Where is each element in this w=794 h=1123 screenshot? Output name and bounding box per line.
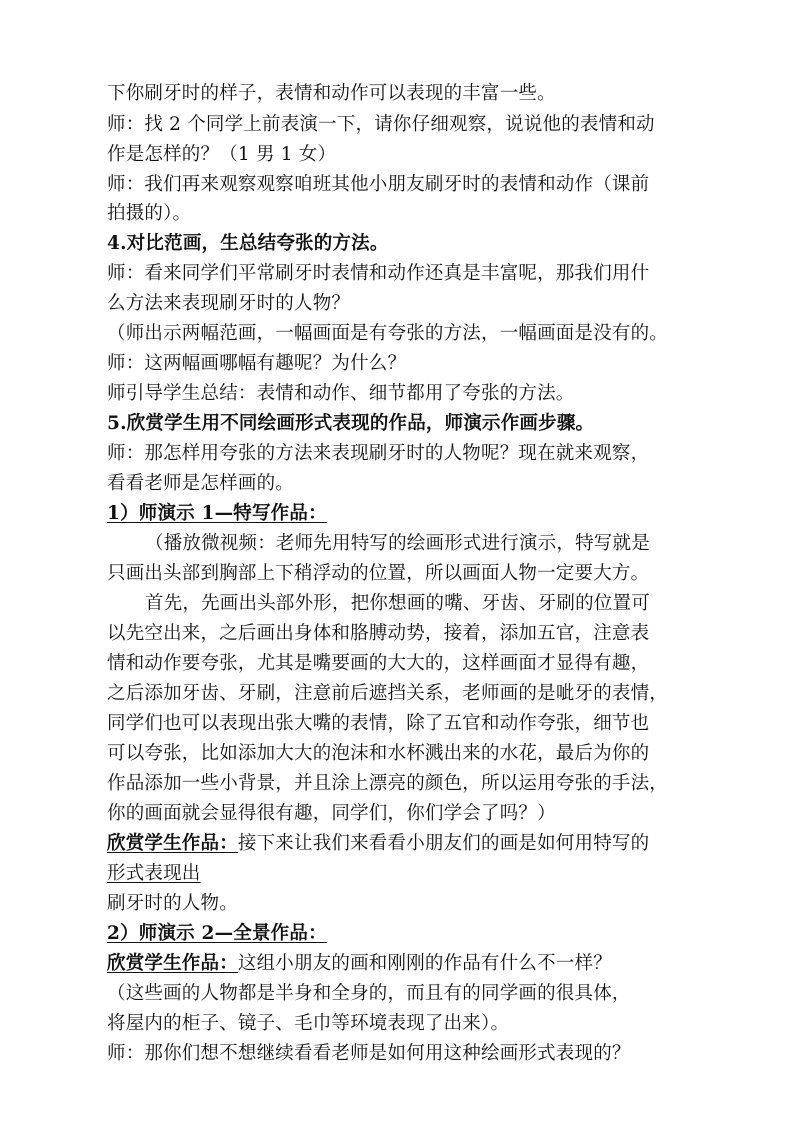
text-line: 师引导学生总结：表情和动作、细节都用了夸张的方法。 [107, 383, 575, 404]
text-line: 刷牙时的人物。 [107, 893, 238, 914]
text-line: 师：看来同学们平常刷牙时表情和动作还真是丰富呢，那我们用什 [107, 263, 650, 284]
text-line: 师：那你们想不想继续看看老师是如何用这种绘画形式表现的？ [107, 1043, 631, 1064]
text-line: （这些画的人物都是半身和全身的，而且有的同学画的很具体， [107, 983, 631, 1004]
section-heading: 5.欣赏学生用不同绘画形式表现的作品，师演示作画步骤。 [107, 413, 595, 434]
text-line: 作是怎样的？（1 男 1 女） [107, 144, 337, 165]
text-line: 么方法来表现刷牙时的人物？ [107, 293, 351, 314]
text-line: 形式表现出 [107, 863, 201, 884]
text-line: （播放微视频：老师先用特写的绘画形式进行演示，特写就是 [145, 533, 650, 554]
text-line: 拍摄的）。 [107, 203, 192, 224]
text-line: 以先空出来，之后画出身体和胳膊动势，接着，添加五官，注意表 [107, 623, 650, 644]
text-line: 同学们也可以表现出张大嘴的表情，除了五官和动作夸张，细节也 [107, 713, 650, 734]
text-line: （师出示两幅范画，一幅画面是有夸张的方法，一幅画面是没有的。 [107, 323, 669, 344]
text-line: 看看老师是怎样画的。 [107, 473, 295, 494]
text-line: 师：这两幅画哪幅有趣呢？为什么？ [107, 353, 407, 374]
text-line: 作品添加一些小背景，并且涂上漂亮的颜色，所以运用夸张的手法， [107, 773, 669, 794]
inline-text: 接下来让我们来看看小朋友们的画是如何用特写的 [237, 833, 650, 854]
text-line: 将屋内的柜子、镜子、毛巾等环境表现了出来）。 [107, 1013, 510, 1034]
subsection-heading: 2）师演示 2—全景作品： [107, 923, 327, 944]
subsection-heading: 1）师演示 1—特写作品： [107, 503, 327, 524]
text-line: 下你刷牙时的样子，表情和动作可以表现的丰富一些。 [107, 83, 556, 104]
text-line [107, 832, 649, 856]
text-line [107, 952, 612, 976]
inline-label: 欣赏学生作品： [107, 953, 238, 974]
text-line: 情和动作要夸张，尤其是嘴要画的大大的，这样画面才显得有趣， [107, 653, 650, 674]
inline-text: 这组小朋友的画和刚刚的作品有什么不一样？ [237, 953, 612, 974]
text-line: 可以夸张，比如添加大大的泡沫和水杯溅出来的水花，最后为你的 [107, 743, 650, 764]
text-line: 师：那怎样用夸张的方法来表现刷牙时的人物呢？现在就来观察， [107, 443, 650, 464]
text-line: 师：我们再来观察观察咱班其他小朋友刷牙时的表情和动作（课前 [107, 174, 650, 195]
text-line: 之后添加牙齿、牙刷，注意前后遮挡关系，老师画的是呲牙的表情， [107, 683, 669, 704]
text-line: 只画出头部到胸部上下稍浮动的位置，所以画面人物一定要大方。 [107, 563, 650, 584]
text-line: 你的画面就会显得很有趣，同学们，你们学会了吗？） [107, 803, 556, 824]
inline-label: 欣赏学生作品： [107, 833, 238, 854]
section-heading: 4.对比范画，生总结夸张的方法。 [107, 233, 389, 254]
text-line: 师：找 2 个同学上前表演一下，请你仔细观察，说说他的表情和动 [107, 114, 655, 135]
text-line: 首先，先画出头部外形，把你想画的嘴、牙齿、牙刷的位置可 [145, 593, 650, 614]
